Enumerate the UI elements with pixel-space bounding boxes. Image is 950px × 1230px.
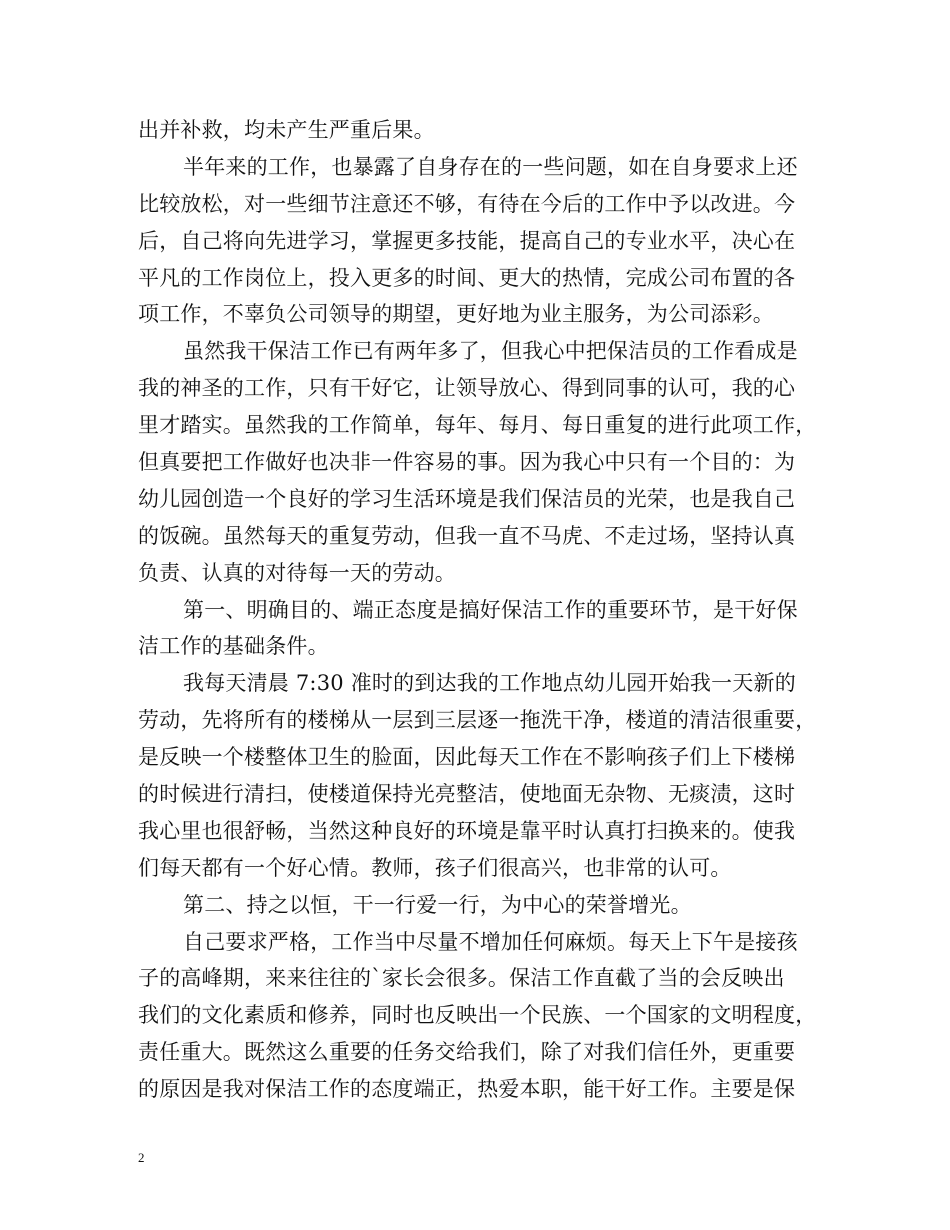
text-line: 但真要把工作做好也决非一件容易的事。因为我心中只有一个目的：为 (138, 450, 796, 475)
text-line: 我每天清晨 7:30 准时的到达我的工作地点幼儿园开始我一天新的 (183, 671, 796, 696)
text-line: 我心里也很舒畅，当然这种良好的环境是靠平时认真打扫换来的。使我 (138, 818, 796, 843)
text-line: 的饭碗。虽然每天的重复劳动，但我一直不马虎、不走过场，坚持认真 (138, 523, 796, 548)
text-line: 负责、认真的对待每一天的劳动。 (138, 560, 456, 585)
text-line: 比较放松，对一些细节注意还不够，有待在今后的工作中予以改进。今 (138, 191, 796, 216)
text-line: 我的神圣的工作，只有干好它，让领导放心、得到同事的认可，我的心 (138, 376, 796, 401)
text-line: 的时候进行清扫，使楼道保持光亮整洁，使地面无杂物、无痰渍，这时 (138, 782, 796, 807)
text-line: 出并补救，均未产生严重后果。 (138, 118, 435, 142)
text-line: 的原因是我对保洁工作的态度端正，热爱本职，能干好工作。主要是保 (138, 1077, 796, 1102)
page-number: 2 (138, 1150, 145, 1165)
text-line: 们每天都有一个好心情。教师，孩子们很高兴，也非常的认可。 (138, 855, 732, 880)
text-line: 幼儿园创造一个良好的学习生活环境是我们保洁员的光荣，也是我自己 (138, 486, 796, 511)
text-line: 洁工作的基础条件。 (138, 634, 329, 659)
text-line: 责任重大。既然这么重要的任务交给我们，除了对我们信任外，更重要 (138, 1040, 796, 1065)
text-line: 后，自己将向先进学习，掌握更多技能，提高自己的专业水平，决心在 (138, 228, 796, 253)
text-line: 我们的文化素质和修养，同时也反映出一个民族、一个国家的文明程度， (138, 1003, 817, 1028)
text-line: 自己要求严格，工作当中尽量不增加任何麻烦。每天上下午是接孩 (183, 929, 798, 954)
text-line: 半年来的工作，也暴露了自身存在的一些问题，如在自身要求上还 (183, 154, 798, 179)
text-line: 虽然我干保洁工作已有两年多了，但我心中把保洁员的工作看成是 (183, 339, 798, 364)
document-body (138, 112, 828, 1108)
text-line: 是反映一个楼整体卫生的脸面，因此每天工作在不影响孩子们上下楼梯 (138, 745, 796, 770)
text-line: 子的高峰期，来来往往的`家长会很多。保洁工作直截了当的会反映出 (138, 966, 785, 991)
text-line: 劳动，先将所有的楼梯从一层到三层逐一拖洗干净，楼道的清洁很重要， (138, 708, 817, 733)
text-line: 第一、明确目的、端正态度是搞好保洁工作的重要环节，是干好保 (183, 597, 798, 622)
text-line: 平凡的工作岗位上，投入更多的时间、更大的热情，完成公司布置的各 (138, 265, 796, 290)
text-line: 第二、持之以恒，干一行爱一行，为中心的荣誉增光。 (183, 892, 692, 917)
text-line: 项工作，不辜负公司领导的期望，更好地为业主服务，为公司添彩。 (138, 302, 774, 327)
text-line: 里才踏实。虽然我的工作简单，每年、每月、每日重复的进行此项工作， (138, 413, 817, 438)
